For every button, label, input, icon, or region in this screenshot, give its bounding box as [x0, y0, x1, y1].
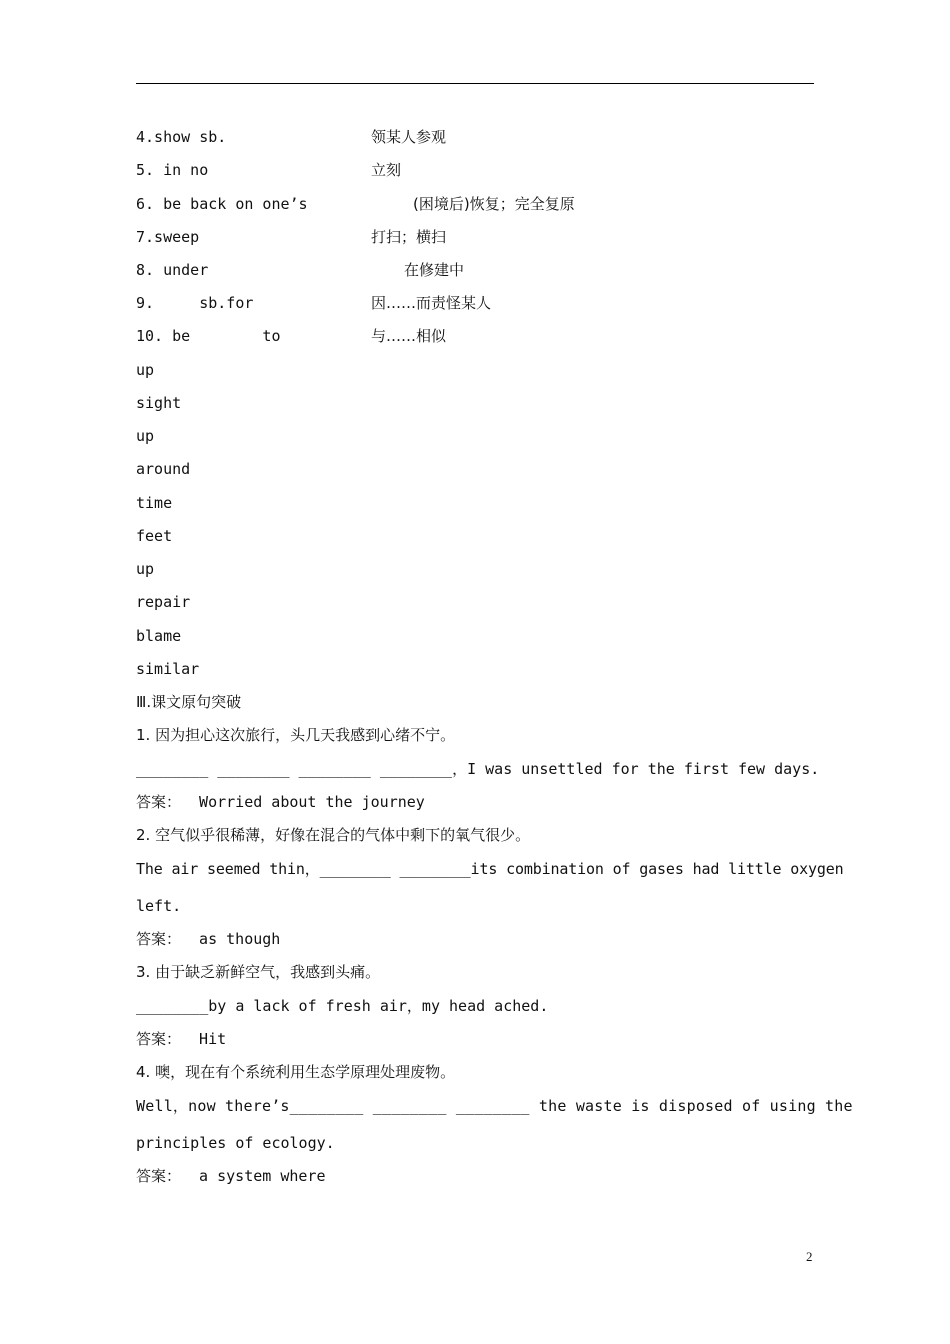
phrase-right: 与……相似 [371, 327, 447, 345]
item-english: The air seemed thin，________ ________its combination of gases had little oxygen [136, 860, 844, 878]
phrase-right: 在修建中 [404, 261, 465, 279]
phrase-left: 8. under [136, 261, 209, 279]
item-english: ________ ________ ________ ________，I was unsettled for the first few days. [136, 760, 820, 778]
item-english: Well，now there’s________ ________ ________ the waste is disposed of using the [136, 1097, 853, 1115]
phrase-left: 4.show sb. [136, 128, 227, 146]
item-chinese: 1. 因为担心这次旅行，头几天我感到心绪不宁。 [136, 726, 456, 744]
answer-word: feet [136, 527, 173, 545]
item-english-cont: principles of ecology. [136, 1134, 335, 1152]
item-answer: 答案： as though [136, 930, 281, 948]
phrase-left: 6. be back on one’s [136, 195, 308, 213]
page-number: 2 [806, 1249, 813, 1264]
answer-word: similar [136, 660, 200, 678]
item-chinese: 3. 由于缺乏新鲜空气，我感到头痛。 [136, 963, 381, 981]
item-answer: 答案： Hit [136, 1030, 227, 1048]
section-title: Ⅲ.课文原句突破 [136, 693, 242, 711]
answer-word: repair [136, 593, 191, 611]
phrase-right: 打扫；横扫 [371, 228, 447, 246]
answer-word: up [136, 427, 155, 445]
item-chinese: 2. 空气似乎很稀薄，好像在混合的气体中剩下的氧气很少。 [136, 826, 531, 844]
phrase-left: 9. sb.for [136, 294, 254, 312]
phrase-right: 领某人参观 [371, 128, 447, 146]
item-answer: 答案： Worried about the journey [136, 793, 425, 811]
item-english-cont: left. [136, 897, 182, 915]
answer-word: around [136, 460, 191, 478]
answer-word: time [136, 494, 173, 512]
item-chinese: 4. 噢，现在有个系统利用生态学原理处理废物。 [136, 1063, 456, 1081]
item-english: ________by a lack of fresh air，my head ached. [136, 997, 549, 1015]
answer-word: up [136, 560, 155, 578]
answer-word: up [136, 361, 155, 379]
answer-word: blame [136, 627, 182, 645]
phrase-right: 因……而责怪某人 [371, 294, 492, 312]
item-answer: 答案： a system where [136, 1167, 326, 1185]
phrase-left: 7.sweep [136, 228, 200, 246]
phrase-right: 立刻 [371, 161, 402, 179]
phrase-right: (困境后)恢复；完全复原 [413, 195, 575, 213]
header-rule [136, 83, 814, 84]
phrase-left: 10. be to [136, 327, 281, 345]
answer-word: sight [136, 394, 182, 412]
phrase-left: 5. in no [136, 161, 209, 179]
